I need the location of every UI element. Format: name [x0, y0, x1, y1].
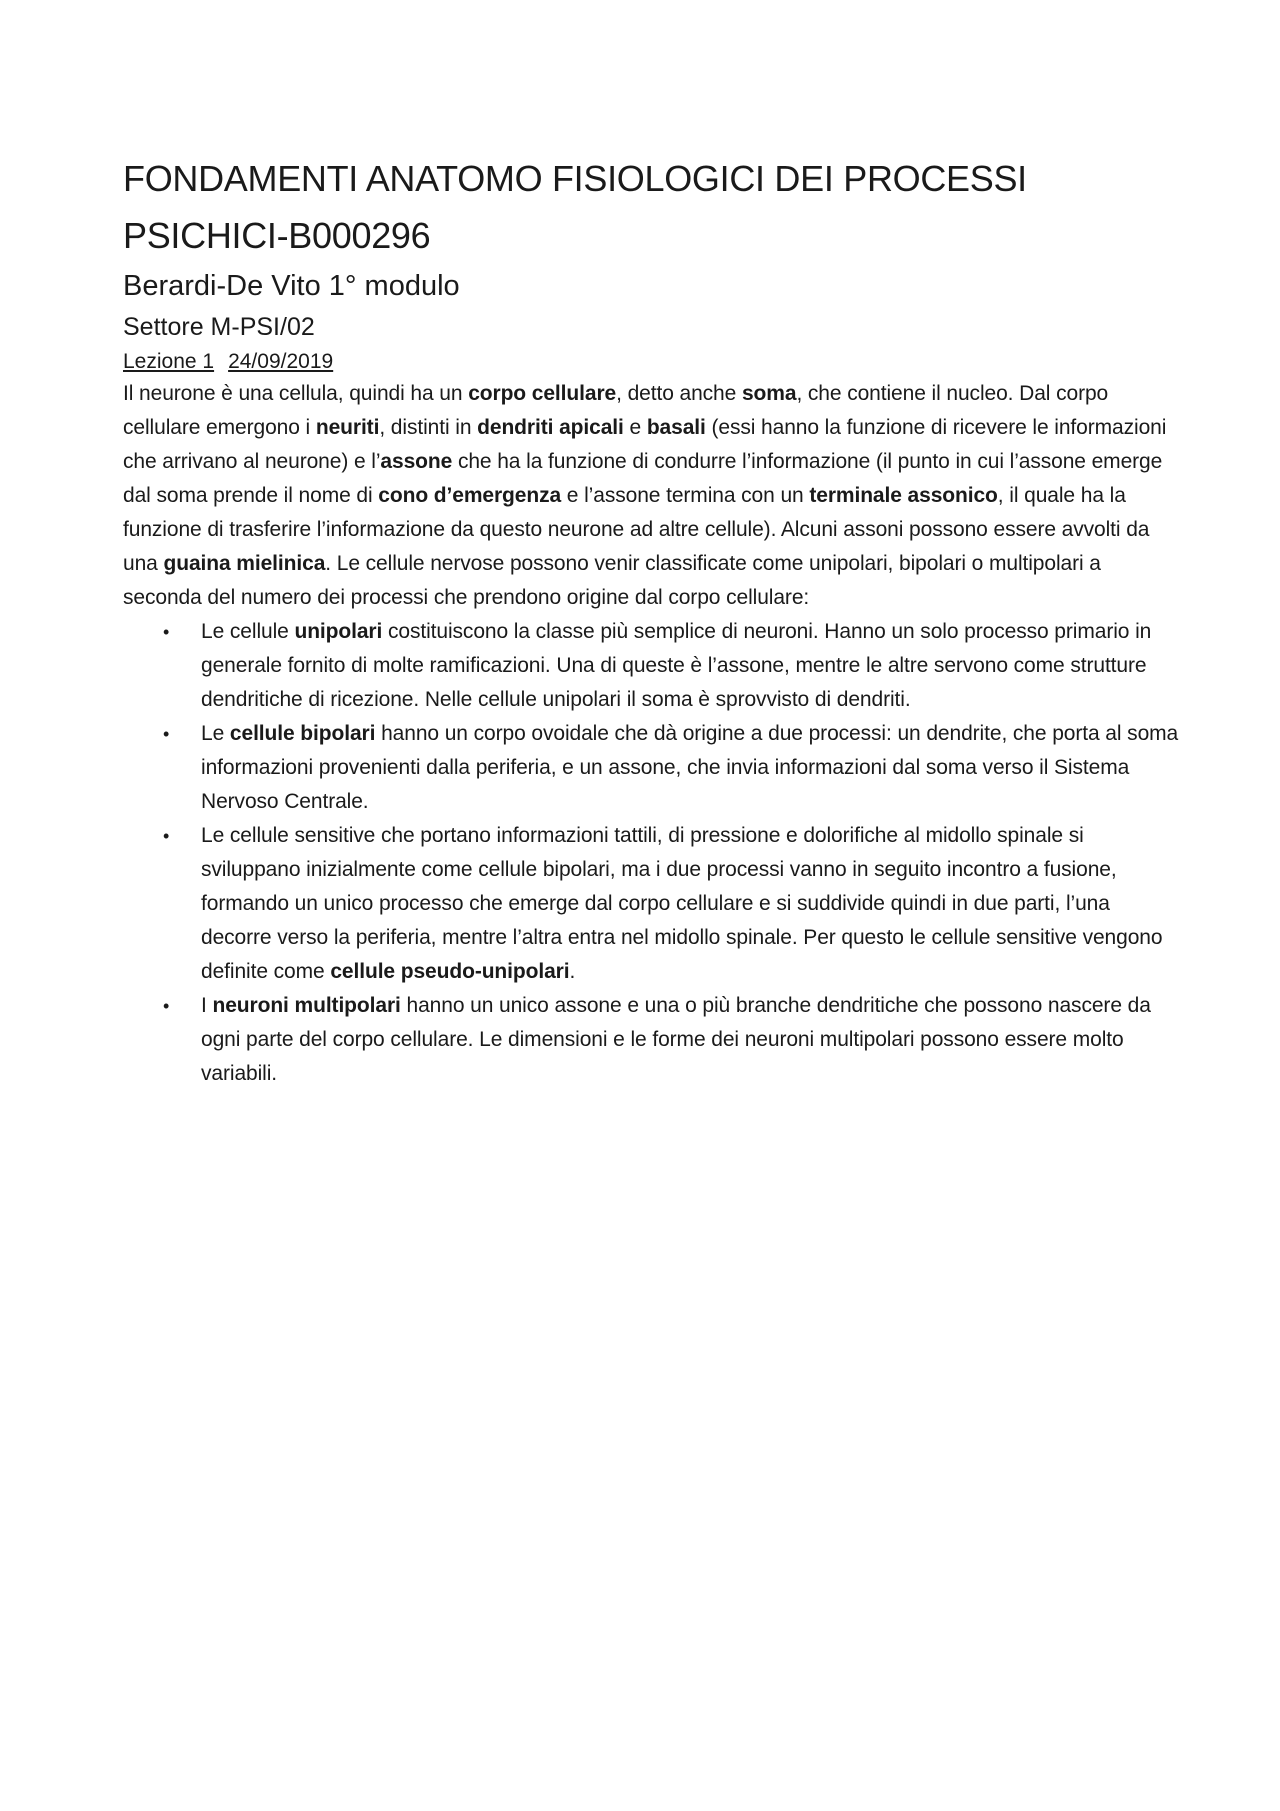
text-run: . — [569, 960, 576, 983]
sector-heading: Settore M-PSI/02 — [123, 313, 315, 341]
bold-term: cono d’emergenza — [378, 484, 562, 507]
text-run: Le cellule sensitive che portano informazioni tattili, di pressione e dolorifiche al midollo spinale si sviluppano inizialmente come cellule bipolari, ma i due processi vanno in seguito incontro a fusione, formando un unico processo che emerge dal corpo cellulare e si suddivide quindi in due parti, l’una decorre verso la periferia, mentre l’altra entra nel midollo spinale. Per questo le cellule sensitive vengono definite come — [201, 824, 1163, 983]
list-item-text — [201, 620, 1151, 711]
bold-term: guaina mielinica — [163, 552, 326, 575]
text-run: hanno un corpo ovoidale che dà origine a due processi: un dendrite, che porta al soma informazioni provenienti dalla periferia, e un assone, che invia informazioni dal soma verso il Sistema Nervoso Centrale. — [201, 722, 1179, 813]
bold-term: basali — [646, 416, 706, 439]
bold-term: corpo cellulare — [468, 382, 617, 405]
neuron-types-list — [123, 615, 1183, 1091]
text-run: Le cellule — [201, 620, 295, 643]
list-item-text — [201, 824, 1162, 983]
document-title: FONDAMENTI ANATOMO FISIOLOGICI DEI PROCESSI PSICHICI-B000296 — [123, 158, 1027, 256]
list-item-text — [201, 994, 1151, 1085]
text-run: , distinti in — [379, 416, 478, 439]
list-item — [123, 989, 1183, 1091]
lesson-label: Lezione 1 — [123, 350, 215, 373]
list-item — [123, 615, 1183, 717]
lesson-heading — [123, 346, 1183, 377]
text-run: che ha la funzione di condurre l’informazione (il punto in cui l’assone emerge dal soma prende il nome di — [123, 450, 1163, 507]
text-run: , che contiene il nucleo. Dal corpo cellulare emergono i — [123, 382, 1109, 439]
bullet-icon: • — [163, 724, 170, 744]
text-run: Il neurone è una cellula, quindi ha un — [123, 382, 469, 405]
text-run: e l’assone termina con un — [561, 484, 810, 507]
bold-term: neuroni multipolari — [212, 994, 401, 1017]
document-page — [123, 150, 1183, 1091]
bold-term: assone — [380, 450, 453, 473]
intro-paragraph — [123, 377, 1183, 615]
list-item — [123, 819, 1183, 989]
text-run: . Le cellule nervose possono venir classificate come unipolari, bipolari o multipolari a seconda del numero dei processi che prendono origine dal corpo cellulare: — [123, 552, 1101, 609]
bold-term: terminale assonico — [809, 484, 998, 507]
lesson-date: 24/09/2019 — [228, 350, 334, 373]
text-run: I — [201, 994, 213, 1017]
text-run: e — [623, 416, 647, 439]
bold-term: soma — [741, 382, 797, 405]
text-run: hanno un unico assone e una o più branche dendritiche che possono nascere da ogni parte del corpo cellulare. Le dimensioni e le forme dei neuroni multipolari possono essere molto variabili. — [201, 994, 1151, 1085]
bullet-icon: • — [163, 996, 170, 1016]
bold-term: neuriti — [315, 416, 380, 439]
bold-term: dendriti apicali — [477, 416, 624, 439]
bold-term: cellule pseudo-unipolari — [330, 960, 570, 983]
list-item-text — [201, 722, 1178, 813]
bullet-icon: • — [163, 622, 170, 642]
document-subtitle: Berardi-De Vito 1° modulo — [123, 270, 460, 302]
bold-term: cellule bipolari — [229, 722, 376, 745]
text-run: (essi hanno la funzione di ricevere le informazioni che arrivano al neurone) e l’ — [123, 416, 1167, 473]
list-item — [123, 717, 1183, 819]
text-run: , detto anche — [616, 382, 742, 405]
bold-term: unipolari — [294, 620, 383, 643]
text-run: Le — [201, 722, 230, 745]
text-run: costituiscono la classe più semplice di neuroni. Hanno un solo processo primario in generale fornito di molte ramificazioni. Una di queste è l’assone, mentre le altre servono come strutture dendritiche di ricezione. Nelle cellule unipolari il soma è sprovvisto di dendriti. — [201, 620, 1152, 711]
bullet-icon: • — [163, 826, 170, 846]
text-run: , il quale ha la funzione di trasferire l’informazione da questo neurone ad altre cellule). Alcuni assoni possono essere avvolti da una — [123, 484, 1150, 575]
